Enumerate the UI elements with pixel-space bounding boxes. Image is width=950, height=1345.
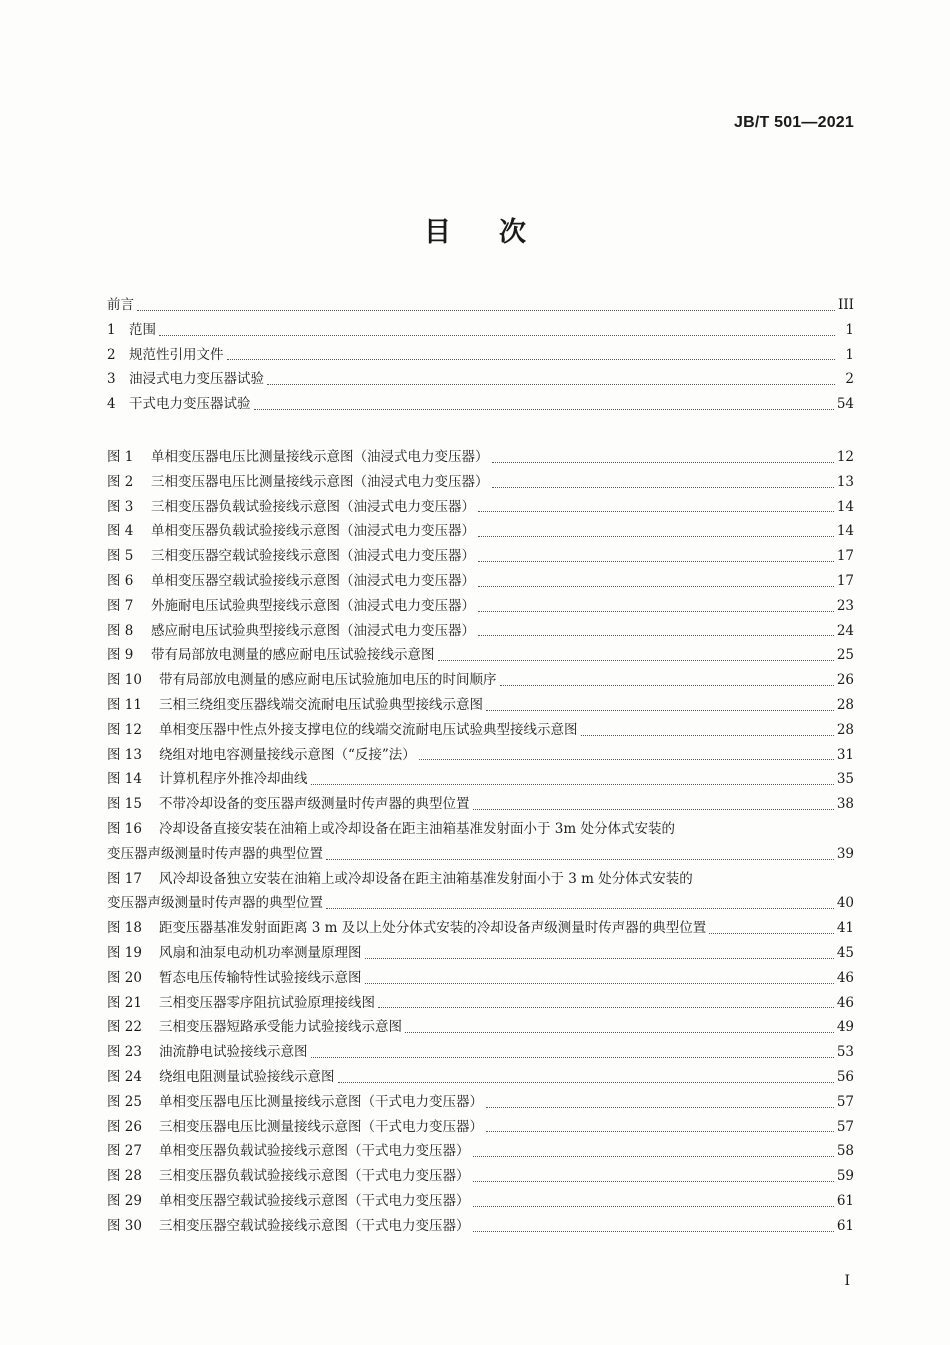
figure-number: 图 25 bbox=[107, 1093, 142, 1110]
section-title: 规范性引用文件 bbox=[129, 346, 224, 363]
page-reference: 14 bbox=[836, 523, 854, 540]
figure-number: 图 1 bbox=[107, 449, 134, 465]
toc-entry-label bbox=[107, 1164, 470, 1189]
figure-title-continued: 变压器声级测量时传声器的典型位置 bbox=[107, 845, 323, 862]
dot-leader bbox=[159, 334, 835, 336]
toc-entry-label bbox=[107, 1115, 483, 1140]
toc-entry-label bbox=[107, 718, 578, 743]
dot-leader bbox=[478, 560, 834, 562]
page-reference: 28 bbox=[836, 696, 854, 713]
figure-title: 绕组电阻测量试验接线示意图 bbox=[159, 1068, 335, 1085]
toc-entry-label bbox=[107, 867, 693, 892]
figure-number: 图 24 bbox=[107, 1068, 142, 1085]
toc-figure-entry[interactable] bbox=[107, 817, 854, 842]
dot-leader bbox=[227, 358, 836, 360]
figure-title: 三相变压器空载试验接线示意图（油浸式电力变压器） bbox=[151, 548, 475, 565]
standard-code: JB/T 501—2021 bbox=[733, 114, 854, 131]
toc-figure-entry[interactable] bbox=[107, 1164, 854, 1189]
toc-entry-label bbox=[107, 470, 489, 495]
toc-entry-label bbox=[107, 392, 251, 417]
toc-entry-label bbox=[107, 495, 475, 520]
dot-leader bbox=[311, 783, 834, 785]
figure-number: 图 23 bbox=[107, 1044, 142, 1061]
page-reference: 35 bbox=[836, 771, 854, 788]
dot-leader bbox=[486, 1106, 834, 1108]
dot-leader bbox=[405, 1031, 834, 1033]
figure-title: 风冷却设备独立安装在油箱上或冷却设备在距主油箱基准发射面小于 3 m 处分体式安装的 bbox=[159, 870, 693, 887]
dot-leader bbox=[254, 408, 834, 410]
toc-entry-label bbox=[107, 916, 706, 941]
figure-number: 图 17 bbox=[107, 870, 142, 887]
figure-number: 图 12 bbox=[107, 721, 142, 738]
page-reference: 46 bbox=[836, 969, 854, 986]
page-reference: 12 bbox=[836, 449, 854, 465]
section-title: 前言 bbox=[107, 297, 134, 313]
section-title: 油浸式电力变压器试验 bbox=[129, 371, 264, 388]
toc-figure-entry[interactable] bbox=[107, 1090, 854, 1115]
figure-number: 图 3 bbox=[107, 498, 134, 515]
figure-title-continued: 变压器声级测量时传声器的典型位置 bbox=[107, 895, 323, 912]
page-reference: 39 bbox=[836, 845, 854, 862]
figure-title: 不带冷却设备的变压器声级测量时传声器的典型位置 bbox=[159, 796, 470, 813]
dot-leader bbox=[473, 1205, 834, 1207]
figure-number: 图 21 bbox=[107, 994, 142, 1011]
dot-leader bbox=[326, 907, 834, 909]
toc-figure-entry[interactable] bbox=[107, 1065, 854, 1090]
toc-figure-entry[interactable] bbox=[107, 1139, 854, 1164]
page-reference: 56 bbox=[836, 1068, 854, 1085]
toc-entry-label bbox=[107, 569, 475, 594]
figure-title: 三相三绕组变压器线端交流耐电压试验典型接线示意图 bbox=[159, 696, 483, 713]
figure-title: 绕组对地电容测量接线示意图（“反接”法） bbox=[159, 746, 416, 763]
toc-figure-entry[interactable] bbox=[107, 1115, 854, 1140]
figure-title: 风扇和油泵电动机功率测量原理图 bbox=[159, 944, 362, 961]
toc-entry-label bbox=[107, 1065, 335, 1090]
toc-entry-label bbox=[107, 293, 134, 318]
section-number: 2 bbox=[107, 346, 116, 363]
page-reference: 13 bbox=[836, 473, 854, 490]
figure-number: 图 13 bbox=[107, 746, 142, 763]
toc-entry-label bbox=[107, 643, 435, 668]
figure-number: 图 2 bbox=[107, 473, 134, 490]
dot-leader bbox=[338, 1081, 834, 1083]
figure-number: 图 27 bbox=[107, 1143, 142, 1160]
page-reference: 1 bbox=[845, 321, 854, 338]
page-reference: 17 bbox=[836, 572, 854, 589]
page-reference: 58 bbox=[836, 1143, 854, 1160]
figure-title: 感应耐电压试验典型接线示意图（油浸式电力变压器） bbox=[151, 622, 475, 639]
toc-entry-label bbox=[107, 991, 375, 1016]
toc-figures-list bbox=[107, 445, 854, 1239]
dot-leader bbox=[709, 932, 834, 934]
page-reference: 49 bbox=[836, 1019, 854, 1036]
dot-leader bbox=[473, 1155, 834, 1157]
toc-entry-label bbox=[107, 792, 470, 817]
figure-number: 图 28 bbox=[107, 1168, 142, 1185]
page-reference: 14 bbox=[836, 498, 854, 515]
figure-number: 图 30 bbox=[107, 1217, 142, 1234]
page-reference: III bbox=[838, 297, 854, 313]
figure-number: 图 15 bbox=[107, 796, 142, 813]
figure-number: 图 29 bbox=[107, 1192, 142, 1209]
toc-sections-list bbox=[107, 293, 854, 417]
toc-entry[interactable] bbox=[107, 392, 854, 417]
page-reference: 24 bbox=[836, 622, 854, 639]
figure-title: 油流静电试验接线示意图 bbox=[159, 1044, 308, 1061]
toc-figure-entry[interactable] bbox=[107, 1015, 854, 1040]
figure-number: 图 4 bbox=[107, 523, 134, 540]
page-reference: 40 bbox=[836, 895, 854, 912]
figure-title: 单相变压器空载试验接线示意图（油浸式电力变压器） bbox=[151, 572, 475, 589]
figure-number: 图 8 bbox=[107, 622, 134, 639]
page-reference: 23 bbox=[836, 597, 854, 614]
toc-figure-entry[interactable] bbox=[107, 916, 854, 941]
figure-number: 图 5 bbox=[107, 548, 134, 565]
figure-title: 三相变压器短路承受能力试验接线示意图 bbox=[159, 1019, 402, 1036]
figure-title: 带有局部放电测量的感应耐电压试验接线示意图 bbox=[151, 647, 435, 664]
figure-number: 图 20 bbox=[107, 969, 142, 986]
dot-leader bbox=[492, 461, 834, 463]
page-reference: 1 bbox=[845, 346, 854, 363]
dot-leader bbox=[378, 1006, 834, 1008]
dot-leader bbox=[473, 1230, 834, 1232]
toc-figure-entry[interactable] bbox=[107, 1214, 854, 1239]
figure-number: 图 26 bbox=[107, 1118, 142, 1135]
figure-title: 距变压器基准发射面距离 3 m 及以上处分体式安装的冷却设备声级测量时传声器的典型位置 bbox=[159, 920, 707, 937]
figure-number: 图 7 bbox=[107, 597, 134, 614]
toc-figure-entry[interactable] bbox=[107, 519, 854, 544]
toc-entry-label bbox=[107, 1189, 470, 1214]
figure-number: 图 22 bbox=[107, 1019, 142, 1036]
toc-figure-entry[interactable] bbox=[107, 470, 854, 495]
figure-number: 图 16 bbox=[107, 820, 142, 837]
figure-title: 暂态电压传输特性试验接线示意图 bbox=[159, 969, 362, 986]
figure-number: 图 18 bbox=[107, 920, 142, 937]
page-reference: 25 bbox=[836, 647, 854, 664]
page-reference: 46 bbox=[836, 994, 854, 1011]
page-reference: 38 bbox=[836, 796, 854, 813]
dot-leader bbox=[486, 709, 834, 711]
figure-title: 三相变压器零序阻抗试验原理接线图 bbox=[159, 994, 375, 1011]
dot-leader bbox=[137, 309, 835, 311]
figure-title: 单相变压器负载试验接线示意图（干式电力变压器） bbox=[159, 1143, 470, 1160]
figure-title: 单相变压器电压比测量接线示意图（油浸式电力变压器） bbox=[151, 449, 489, 465]
toc-entry-label bbox=[107, 891, 323, 916]
toc-entry-label bbox=[107, 1139, 470, 1164]
page-reference: 59 bbox=[836, 1168, 854, 1185]
dot-leader bbox=[500, 684, 834, 686]
toc-entry[interactable] bbox=[107, 367, 854, 392]
toc-figure-entry[interactable] bbox=[107, 594, 854, 619]
toc-entry-label bbox=[107, 519, 475, 544]
figure-number: 图 10 bbox=[107, 672, 142, 689]
toc-entry-label bbox=[107, 767, 308, 792]
section-number: 3 bbox=[107, 371, 116, 388]
page-reference: 17 bbox=[836, 548, 854, 565]
figure-title: 三相变压器负载试验接线示意图（干式电力变压器） bbox=[159, 1168, 470, 1185]
toc-figure-entry[interactable] bbox=[107, 569, 854, 594]
section-number: 1 bbox=[107, 321, 116, 338]
toc-entry-label bbox=[107, 693, 483, 718]
toc-entry-label bbox=[107, 842, 323, 867]
toc-figure-entry[interactable] bbox=[107, 991, 854, 1016]
figure-title: 单相变压器电压比测量接线示意图（干式电力变压器） bbox=[159, 1093, 483, 1110]
page-reference: 57 bbox=[836, 1118, 854, 1135]
toc-entry-label bbox=[107, 619, 475, 644]
toc-figure-entry[interactable] bbox=[107, 544, 854, 569]
toc-entry-label bbox=[107, 1015, 402, 1040]
page-reference: 45 bbox=[836, 944, 854, 961]
toc-entry-label bbox=[107, 445, 489, 470]
dot-leader bbox=[478, 585, 834, 587]
page-reference: 54 bbox=[836, 396, 854, 413]
toc-entry-label bbox=[107, 318, 156, 343]
toc-entry[interactable] bbox=[107, 293, 854, 318]
figure-number: 图 19 bbox=[107, 944, 142, 961]
dot-leader bbox=[473, 808, 834, 810]
toc-figure-entry[interactable] bbox=[107, 668, 854, 693]
figure-title: 单相变压器中性点外接支撑电位的线端交流耐电压试验典型接线示意图 bbox=[159, 721, 578, 738]
toc-entry-label bbox=[107, 594, 475, 619]
toc-figure-entry[interactable] bbox=[107, 867, 854, 892]
toc-figure-entry[interactable] bbox=[107, 643, 854, 668]
toc-entry-label bbox=[107, 544, 475, 569]
page-reference: 41 bbox=[836, 920, 854, 937]
page-number: I bbox=[844, 1273, 850, 1289]
dot-leader bbox=[311, 1056, 834, 1058]
toc-figure-entry[interactable] bbox=[107, 743, 854, 768]
page-title: 目次 bbox=[424, 217, 574, 248]
figure-title: 冷却设备直接安装在油箱上或冷却设备在距主油箱基准发射面小于 3m 处分体式安装的 bbox=[159, 820, 675, 837]
figure-number: 图 14 bbox=[107, 771, 142, 788]
dot-leader bbox=[419, 758, 834, 760]
dot-leader bbox=[492, 486, 834, 488]
dot-leader bbox=[365, 957, 834, 959]
toc-entry-label bbox=[107, 1090, 483, 1115]
page-reference: 61 bbox=[836, 1217, 854, 1234]
toc-figure-entry[interactable] bbox=[107, 445, 854, 470]
dot-leader bbox=[365, 982, 834, 984]
page-reference: 53 bbox=[836, 1044, 854, 1061]
toc-entry-label bbox=[107, 941, 362, 966]
toc-figure-entry[interactable] bbox=[107, 619, 854, 644]
dot-leader bbox=[478, 634, 834, 636]
dot-leader bbox=[326, 858, 834, 860]
page-reference: 57 bbox=[836, 1093, 854, 1110]
section-title: 干式电力变压器试验 bbox=[129, 396, 251, 413]
figure-number: 图 9 bbox=[107, 647, 134, 664]
toc-figure-entry-continued[interactable] bbox=[107, 891, 854, 916]
toc-figure-entry[interactable] bbox=[107, 1189, 854, 1214]
toc-entry-label bbox=[107, 966, 362, 991]
dot-leader bbox=[478, 610, 834, 612]
toc-figure-entry[interactable] bbox=[107, 1040, 854, 1065]
toc-entry-label bbox=[107, 1040, 308, 1065]
figure-title: 计算机程序外推冷却曲线 bbox=[159, 771, 308, 788]
figure-title: 三相变压器电压比测量接线示意图（油浸式电力变压器） bbox=[151, 473, 489, 490]
toc-figure-entry[interactable] bbox=[107, 693, 854, 718]
figure-title: 三相变压器空载试验接线示意图（干式电力变压器） bbox=[159, 1217, 470, 1234]
dot-leader bbox=[473, 1180, 834, 1182]
toc-entry-label bbox=[107, 1214, 470, 1239]
page-reference: 26 bbox=[836, 672, 854, 689]
toc-figure-entry[interactable] bbox=[107, 792, 854, 817]
figure-title: 单相变压器负载试验接线示意图（油浸式电力变压器） bbox=[151, 523, 475, 540]
figure-title: 外施耐电压试验典型接线示意图（油浸式电力变压器） bbox=[151, 597, 475, 614]
toc-entry[interactable] bbox=[107, 343, 854, 368]
dot-leader bbox=[478, 510, 834, 512]
page-reference: 28 bbox=[836, 721, 854, 738]
toc-figure-entry[interactable] bbox=[107, 718, 854, 743]
page-reference: 61 bbox=[836, 1192, 854, 1209]
dot-leader bbox=[581, 734, 834, 736]
toc-entry-label bbox=[107, 343, 224, 368]
figure-title: 单相变压器空载试验接线示意图（干式电力变压器） bbox=[159, 1192, 470, 1209]
figure-title: 带有局部放电测量的感应耐电压试验施加电压的时间顺序 bbox=[159, 672, 497, 689]
figure-number: 图 6 bbox=[107, 572, 134, 589]
toc-figure-entry[interactable] bbox=[107, 966, 854, 991]
toc-entry-label bbox=[107, 367, 264, 392]
toc-figure-entry[interactable] bbox=[107, 941, 854, 966]
dot-leader bbox=[438, 659, 834, 661]
dot-leader bbox=[267, 383, 835, 385]
figure-number: 图 11 bbox=[107, 696, 142, 713]
page-reference: 31 bbox=[836, 746, 854, 763]
section-title: 范围 bbox=[129, 321, 156, 338]
toc-figure-entry[interactable] bbox=[107, 767, 854, 792]
figure-title: 三相变压器电压比测量接线示意图（干式电力变压器） bbox=[159, 1118, 483, 1135]
dot-leader bbox=[486, 1130, 834, 1132]
toc-figure-entry-continued[interactable] bbox=[107, 842, 854, 867]
toc-entry[interactable] bbox=[107, 318, 854, 343]
toc-entry-label bbox=[107, 743, 416, 768]
page-reference: 2 bbox=[845, 371, 854, 388]
figure-title: 三相变压器负载试验接线示意图（油浸式电力变压器） bbox=[151, 498, 475, 515]
toc-entry-label bbox=[107, 817, 675, 842]
toc-entry-label bbox=[107, 668, 497, 693]
toc-figure-entry[interactable] bbox=[107, 495, 854, 520]
section-number: 4 bbox=[107, 396, 116, 413]
dot-leader bbox=[478, 535, 834, 537]
